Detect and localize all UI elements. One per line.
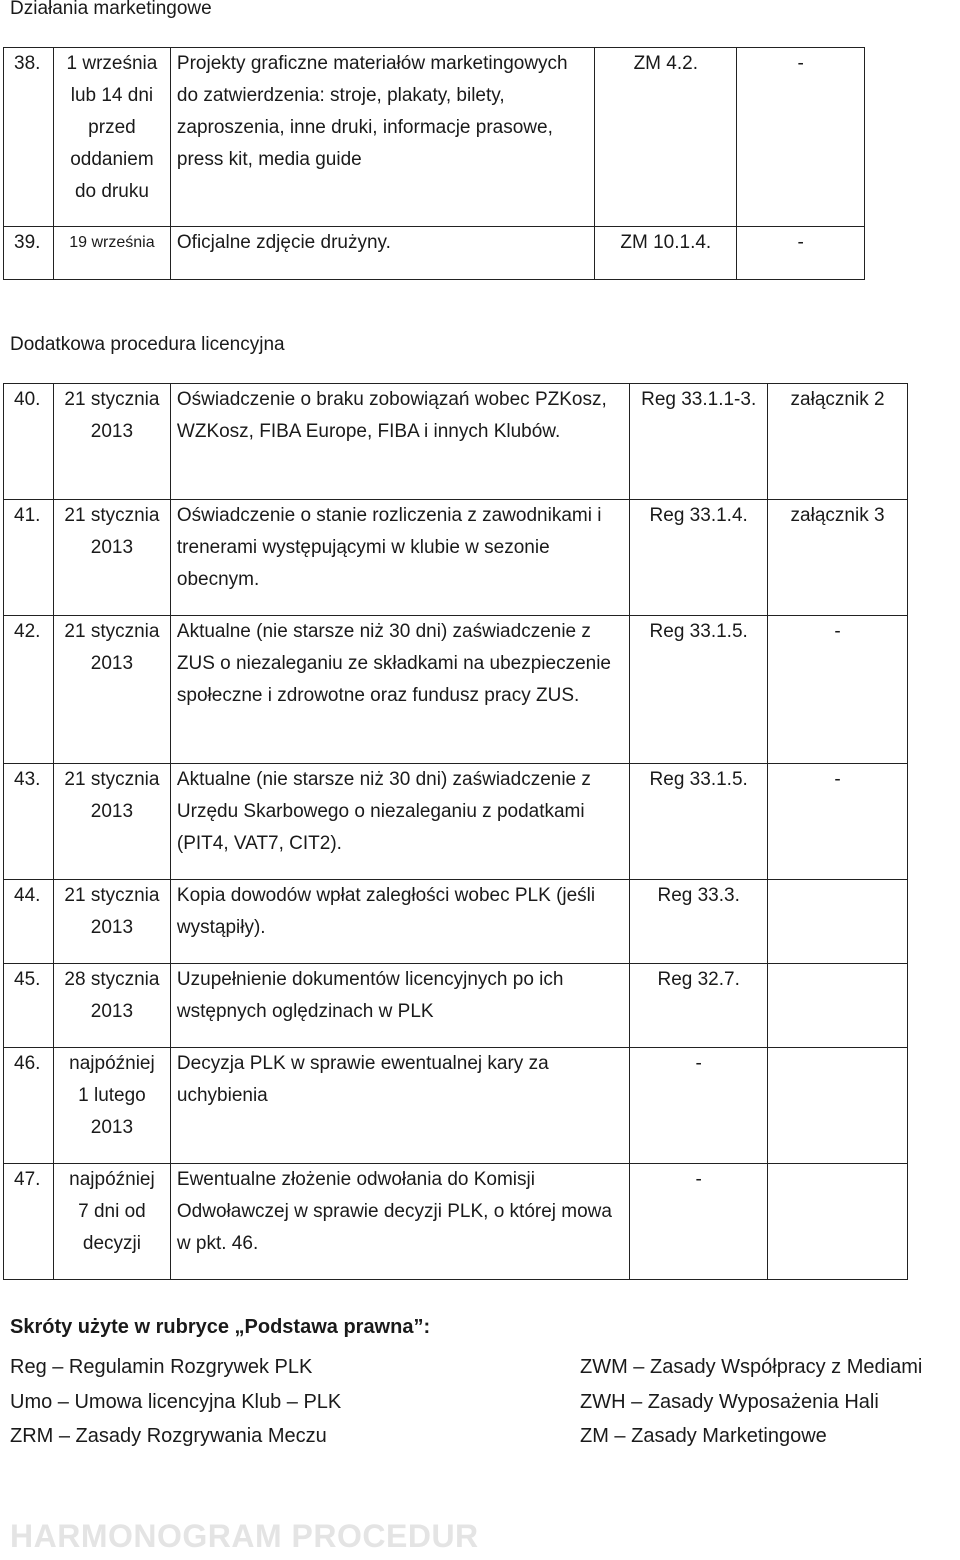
deadline-line: najpóźniej: [69, 1053, 155, 1074]
abbreviation-item: ZWH – Zasady Wyposażenia Hali: [580, 1390, 879, 1413]
table-row: [4, 764, 908, 880]
row-attachment: [768, 1164, 908, 1280]
table-row: [4, 500, 908, 616]
row-legal-basis: Reg 32.7.: [630, 964, 768, 1048]
row-description: Projekty graficzne materiałów marketingowych do zatwierdzenia: stroje, plakaty, bilety, zaproszenia, inne druki, informacje prasowe, press kit, media guide: [170, 48, 594, 227]
licensing-table: [3, 383, 908, 1280]
row-number: 44.: [4, 880, 54, 964]
deadline-line: 2013: [90, 653, 134, 674]
row-deadline: [53, 227, 170, 280]
deadline-line: 19 września: [69, 234, 155, 251]
section-title-marketing: Działania marketingowe: [10, 0, 212, 19]
row-legal-basis: Reg 33.1.5.: [630, 616, 768, 764]
table-row: [4, 880, 908, 964]
deadline-line: lub 14 dni: [70, 85, 154, 106]
row-number: 38.: [4, 48, 54, 227]
row-deadline: [53, 764, 170, 880]
table-row: [4, 384, 908, 500]
row-deadline: [53, 1048, 170, 1164]
row-attachment: -: [768, 616, 908, 764]
table-row: [4, 616, 908, 764]
row-number: 43.: [4, 764, 54, 880]
table-row: [4, 48, 865, 227]
deadline-line: 2013: [90, 537, 134, 558]
row-deadline: [53, 48, 170, 227]
row-description: Ewentualne złożenie odwołania do Komisji Odwoławczej w sprawie decyzji PLK, o której mowa w pkt. 46.: [170, 1164, 629, 1280]
deadline-line: 28 stycznia: [64, 969, 160, 990]
row-deadline: [53, 384, 170, 500]
row-legal-basis: Reg 33.3.: [630, 880, 768, 964]
deadline-line: 2013: [90, 917, 134, 938]
row-attachment: załącznik 2: [768, 384, 908, 500]
abbreviations-right: [580, 1350, 922, 1454]
row-attachment: [768, 1048, 908, 1164]
deadline-line: 1 lutego: [78, 1085, 146, 1106]
deadline-line: 2013: [90, 1117, 134, 1138]
footer-title: HARMONOGRAM PROCEDUR: [10, 1518, 479, 1554]
row-number: 46.: [4, 1048, 54, 1164]
deadline-line: 7 dni od: [78, 1201, 146, 1222]
deadline-line: 21 stycznia: [64, 505, 160, 526]
row-deadline: [53, 1164, 170, 1280]
row-attachment: [768, 880, 908, 964]
row-legal-basis: Reg 33.1.4.: [630, 500, 768, 616]
deadline-line: oddaniem: [70, 149, 154, 170]
abbreviation-item: Umo – Umowa licencyjna Klub – PLK: [10, 1390, 342, 1413]
row-description: Aktualne (nie starsze niż 30 dni) zaświadczenie z ZUS o niezaleganiu ze składkami na ubezpieczenie społeczne i zdrowotne oraz fundusz pracy ZUS.: [170, 616, 629, 764]
abbreviation-item: ZM – Zasady Marketingowe: [580, 1425, 827, 1447]
row-number: 39.: [4, 227, 54, 280]
row-deadline: [53, 880, 170, 964]
marketing-table: [3, 47, 865, 280]
section-title-licensing: Dodatkowa procedura licencyjna: [10, 334, 285, 355]
deadline-line: najpóźniej: [69, 1169, 155, 1190]
deadline-line: 21 stycznia: [64, 621, 160, 642]
row-deadline: [53, 616, 170, 764]
abbreviation-item: Reg – Regulamin Rozgrywek PLK: [10, 1356, 313, 1378]
deadline-line: do druku: [74, 181, 149, 202]
row-legal-basis: -: [630, 1164, 768, 1280]
row-description: Oświadczenie o braku zobowiązań wobec PZKosz, WZKosz, FIBA Europe, FIBA i innych Klubów.: [170, 384, 629, 500]
deadline-line: 2013: [90, 801, 134, 822]
deadline-line: 21 stycznia: [64, 389, 160, 410]
row-description: Kopia dowodów wpłat zaległości wobec PLK (jeśli wystąpiły).: [170, 880, 629, 964]
row-number: 41.: [4, 500, 54, 616]
abbreviation-item: ZWM – Zasady Współpracy z Mediami: [580, 1356, 923, 1378]
row-number: 42.: [4, 616, 54, 764]
row-legal-basis: Reg 33.1.5.: [630, 764, 768, 880]
deadline-line: 21 stycznia: [64, 885, 160, 906]
deadline-line: 2013: [90, 1001, 134, 1022]
deadline-line: 21 stycznia: [64, 769, 160, 790]
row-number: 47.: [4, 1164, 54, 1280]
deadline-line: decyzji: [82, 1233, 141, 1254]
abbreviations-title: Skróty użyte w rubryce „Podstawa prawna”:: [10, 1316, 431, 1338]
deadline-line: 2013: [90, 421, 134, 442]
abbreviation-item: ZRM – Zasady Rozgrywania Meczu: [10, 1425, 327, 1447]
row-attachment: [768, 964, 908, 1048]
row-legal-basis: Reg 33.1.1-3.: [630, 384, 768, 500]
row-description: Uzupełnienie dokumentów licencyjnych po ich wstępnych oględzinach w PLK: [170, 964, 629, 1048]
row-number: 45.: [4, 964, 54, 1048]
abbreviations-left: [10, 1350, 341, 1454]
row-attachment: -: [737, 48, 865, 227]
table-row: [4, 227, 865, 280]
row-deadline: [53, 964, 170, 1048]
row-deadline: [53, 500, 170, 616]
row-legal-basis: -: [630, 1048, 768, 1164]
row-description: Oświadczenie o stanie rozliczenia z zawodnikami i trenerami występującymi w klubie w sezonie obecnym.: [170, 500, 629, 616]
row-legal-basis: ZM 10.1.4.: [595, 227, 737, 280]
row-attachment: -: [737, 227, 865, 280]
row-legal-basis: ZM 4.2.: [595, 48, 737, 227]
table-row: [4, 1048, 908, 1164]
row-description: Decyzja PLK w sprawie ewentualnej kary za uchybienia: [170, 1048, 629, 1164]
deadline-line: 1 września: [66, 53, 158, 74]
row-attachment: -: [768, 764, 908, 880]
row-attachment: załącznik 3: [768, 500, 908, 616]
row-description: Aktualne (nie starsze niż 30 dni) zaświadczenie z Urzędu Skarbowego o niezaleganiu z podatkami (PIT4, VAT7, CIT2).: [170, 764, 629, 880]
table-row: [4, 964, 908, 1048]
deadline-line: przed: [88, 117, 136, 138]
row-number: 40.: [4, 384, 54, 500]
row-description: Oficjalne zdjęcie drużyny.: [170, 227, 594, 280]
table-row: [4, 1164, 908, 1280]
